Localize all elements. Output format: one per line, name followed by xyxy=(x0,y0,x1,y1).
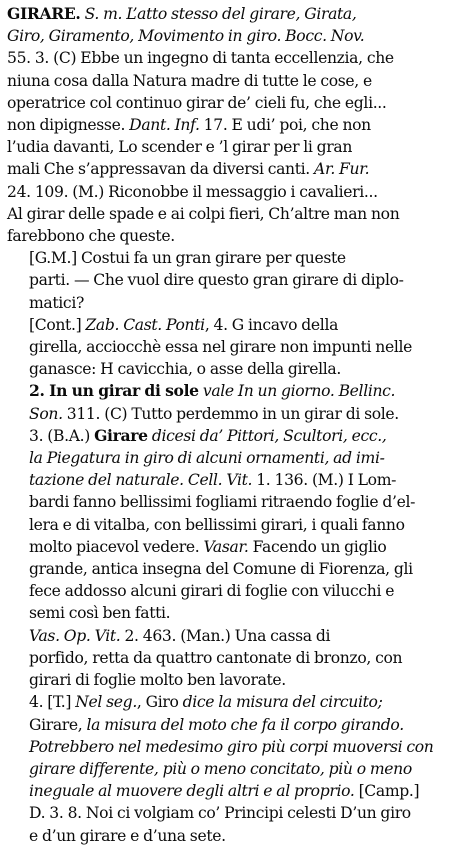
text-run: D. 3. 8. Noi ci volgiam co’ Principi celesti D’un giro xyxy=(29,804,411,823)
italic-run: dicesi da’ Pittori, Scultori, ecc., xyxy=(151,426,387,445)
italic-run: Zab. Cast. Ponti xyxy=(85,315,205,334)
italic-run: Vasar. xyxy=(203,537,249,556)
text-line xyxy=(29,602,462,624)
italic-run: vale In un giorno. Bellinc. xyxy=(202,382,396,401)
text-line xyxy=(7,225,462,247)
italic-run: Nel seg. xyxy=(75,693,137,712)
text-run: , Giro xyxy=(136,693,183,712)
text-run: farebbono che queste. xyxy=(7,227,175,246)
italic-run: Dant. Inf. xyxy=(129,116,200,135)
text-line xyxy=(29,625,462,647)
text-run: molto piacevol vedere. xyxy=(29,537,204,556)
text-line xyxy=(29,669,462,691)
text-line xyxy=(7,70,462,92)
text-line xyxy=(29,802,462,824)
text-run: 55. 3. (C) Ebbe un ingegno di tanta eccellenzia, che xyxy=(7,49,394,68)
text-line xyxy=(7,203,462,225)
text-line xyxy=(29,736,462,758)
text-run: porfido, retta da quattro cantonate di bronzo, con xyxy=(29,648,403,667)
text-line xyxy=(29,691,462,713)
italic-run: tazione del naturale. Cell. Vit. xyxy=(29,471,253,490)
text-line xyxy=(7,114,462,136)
italic-run: Ar. Fur. xyxy=(314,160,370,179)
text-line xyxy=(7,181,462,203)
text-line xyxy=(29,403,462,425)
text-line xyxy=(29,447,462,469)
text-line xyxy=(29,714,462,736)
para-sense-3 xyxy=(7,425,462,625)
italic-run: girare differente, più o meno concitato, più o meno xyxy=(29,759,412,778)
text-line xyxy=(7,3,462,25)
italic-run: ineguale al muovere degli altri e al proprio. xyxy=(29,782,355,801)
text-run: 24. 109. (M.) Riconobbe il messaggio i cavalieri... xyxy=(7,182,378,201)
italic-run: S. m. L’atto stesso del girare, Girata, xyxy=(84,5,357,23)
text-line xyxy=(7,92,462,114)
text-line xyxy=(7,136,462,158)
text-run: girari di foglie molto ben lavorate. xyxy=(29,671,286,690)
para-sense-2 xyxy=(7,380,462,424)
para-vas-op xyxy=(7,625,462,692)
para-gm xyxy=(7,247,462,314)
text-run: fece addosso alcuni girari di foglie con vilucchi e xyxy=(29,582,395,601)
text-line xyxy=(29,558,462,580)
italic-run: Son. xyxy=(29,404,63,423)
text-line xyxy=(29,358,462,380)
text-run: [G.M.] Costui fa un gran girare per queste xyxy=(29,249,346,268)
text-run: 17. E udi’ poi, che non xyxy=(199,116,371,135)
text-line xyxy=(29,314,462,336)
bold-run: 2. In un girar di sole xyxy=(29,381,199,401)
text-line xyxy=(7,47,462,69)
text-line xyxy=(29,647,462,669)
text-line xyxy=(29,269,462,291)
para-cont xyxy=(7,314,462,381)
text-line xyxy=(29,536,462,558)
text-run: 1. 136. (M.) I Lom- xyxy=(252,471,397,490)
italic-run: la misura del moto che fa il corpo girando. xyxy=(86,715,404,734)
text-run: operatrice col continuo girar de’ cieli fu, che egli... xyxy=(7,93,387,112)
text-run: parti. — Che vuol dire questo gran girare di diplo- xyxy=(29,271,404,290)
text-line xyxy=(7,158,462,180)
italic-run: Giro, Giramento, Movimento in giro. Bocc. Nov. xyxy=(7,27,365,46)
text-run: 2. 463. (Man.) Una cassa di xyxy=(120,626,331,645)
text-run: Al girar delle spade e ai colpi fieri, Ch’altre man non xyxy=(7,204,400,223)
text-line xyxy=(29,247,462,269)
text-line xyxy=(29,758,462,780)
text-line xyxy=(29,580,462,602)
text-run: 3. (B.A.) xyxy=(29,426,95,445)
text-run: grande, antica insegna del Comune di Fiorenza, gli xyxy=(29,560,413,579)
text-line xyxy=(29,425,462,447)
text-run: , 4. G incavo della xyxy=(204,315,339,334)
para-definition xyxy=(7,3,462,247)
text-run: ganasce: H cavicchia, o asse della girella. xyxy=(29,360,341,379)
text-run: Facendo un giglio xyxy=(248,537,387,556)
text-line xyxy=(29,825,462,847)
text-run: [Camp.] xyxy=(354,782,420,801)
text-run: e d’un girare e d’una sete. xyxy=(29,826,226,845)
text-run: 311. (C) Tutto perdemmo in un girar di sole. xyxy=(62,404,399,423)
text-run: [Cont.] xyxy=(29,315,86,334)
text-line xyxy=(29,292,462,314)
bold-run: Girare xyxy=(94,425,148,445)
text-run: mali Che s’appressavan da diversi canti. xyxy=(7,160,315,179)
text-run: niuna cosa dalla Natura madre di tutte le cose, e xyxy=(7,71,372,90)
italic-run: la Piegatura in giro di alcuni ornamenti, ad imi- xyxy=(29,449,385,468)
para-sense-4 xyxy=(7,691,462,846)
text-line xyxy=(29,469,462,491)
text-line xyxy=(29,491,462,513)
text-run: l’udia davanti, Lo scender e ’l girar per li gran xyxy=(7,138,353,157)
text-line xyxy=(29,336,462,358)
text-line xyxy=(29,514,462,536)
text-line xyxy=(29,380,462,402)
bold-run: GIRARE. xyxy=(7,4,81,23)
text-run: lera e di vitalba, con bellissimi girari, i quali fanno xyxy=(29,515,405,534)
text-run: non dipignesse. xyxy=(7,116,130,135)
text-line xyxy=(7,25,462,47)
text-run: bardi fanno bellissimi fogliami ritraendo foglie d’el- xyxy=(29,493,416,512)
text-run: semi così ben fatti. xyxy=(29,604,171,623)
text-run: Girare, xyxy=(29,715,87,734)
text-run: 4. [T.] xyxy=(29,693,76,712)
italic-run: Vas. Op. Vit. xyxy=(29,626,121,645)
italic-run: dice la misura del circuito; xyxy=(182,693,383,712)
italic-run: Potrebbero nel medesimo giro più corpi muoversi con xyxy=(29,737,434,756)
text-line xyxy=(29,780,462,802)
text-run: girella, acciocchè essa nel girare non impunti nelle xyxy=(29,338,412,357)
text-run: matici? xyxy=(29,293,84,312)
